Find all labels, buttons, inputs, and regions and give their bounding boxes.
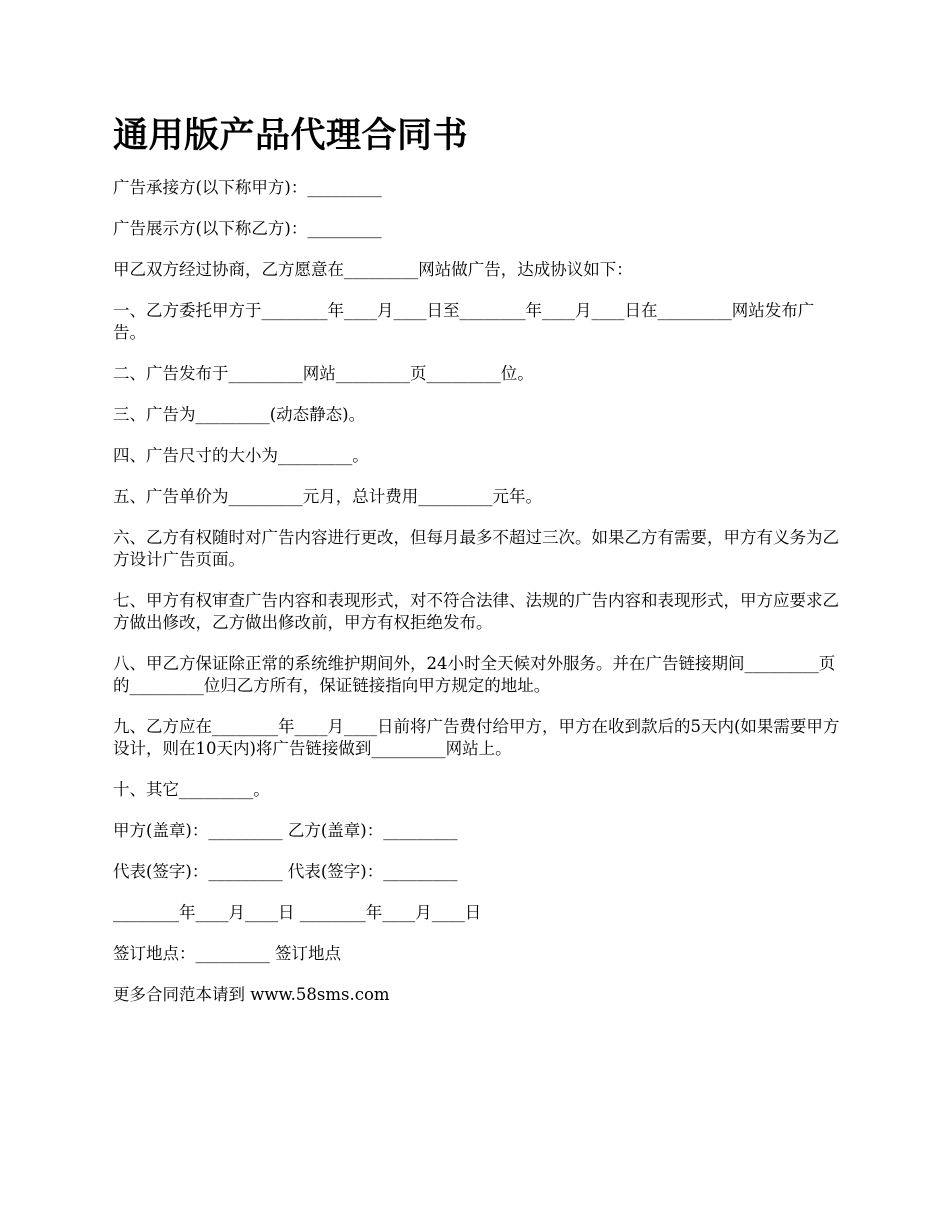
signing-location-line: 签订地点：_________ 签订地点 — [113, 944, 341, 963]
clause-7: 七、甲方有权审查广告内容和表现形式，对不符合法律、法规的广告内容和表现形式，甲方应要求乙方做出修改，乙方做出修改前，甲方有权拒绝发布。 — [113, 591, 839, 632]
clause-10: 十、其它_________。 — [113, 780, 270, 799]
date-line: ________年____月____日 ________年____月____日 — [113, 903, 482, 922]
agreement-intro: 甲乙双方经过协商，乙方愿意在_________网站做广告，达成协议如下： — [113, 260, 633, 279]
clause-1: 一、乙方委托甲方于________年____月____日至________年____月____日在_________网站发布广告。 — [113, 301, 815, 342]
clause-6: 六、乙方有权随时对广告内容进行更改，但每月最多不超过三次。如果乙方有需要，甲方有义务为乙方设计广告页面。 — [113, 528, 839, 569]
clause-4: 四、广告尺寸的大小为_________。 — [113, 446, 369, 465]
clause-9: 九、乙方应在________年____月____日前将广告费付给甲方，甲方在收到款后的5天内(如果需要甲方设计，则在10天内)将广告链接做到_________网站上。 — [113, 717, 840, 758]
clause-8: 八、甲乙方保证除正常的系统维护期间外，24小时全天候对外服务。并在广告链接期间_________页的_________位归乙方所有，保证链接指向甲方规定的地址。 — [113, 654, 836, 695]
clause-2: 二、广告发布于_________网站_________页_________位。 — [113, 364, 534, 383]
signature-line: 代表(签字)：_________ 代表(签字)：_________ — [113, 862, 458, 881]
clause-5: 五、广告单价为_________元月，总计费用_________元年。 — [113, 487, 542, 506]
seal-line: 甲方(盖章)：_________ 乙方(盖章)：_________ — [113, 821, 458, 840]
document-page — [113, 112, 843, 1025]
party-b-line: 广告展示方(以下称乙方)：_________ — [113, 219, 382, 238]
party-a-line: 广告承接方(以下称甲方)：_________ — [113, 178, 382, 197]
clause-3: 三、广告为_________(动态静态)。 — [113, 405, 366, 424]
footer-more-templates: 更多合同范本请到 www.58sms.com — [113, 985, 390, 1004]
document-title: 通用版产品代理合同书 — [113, 116, 469, 156]
